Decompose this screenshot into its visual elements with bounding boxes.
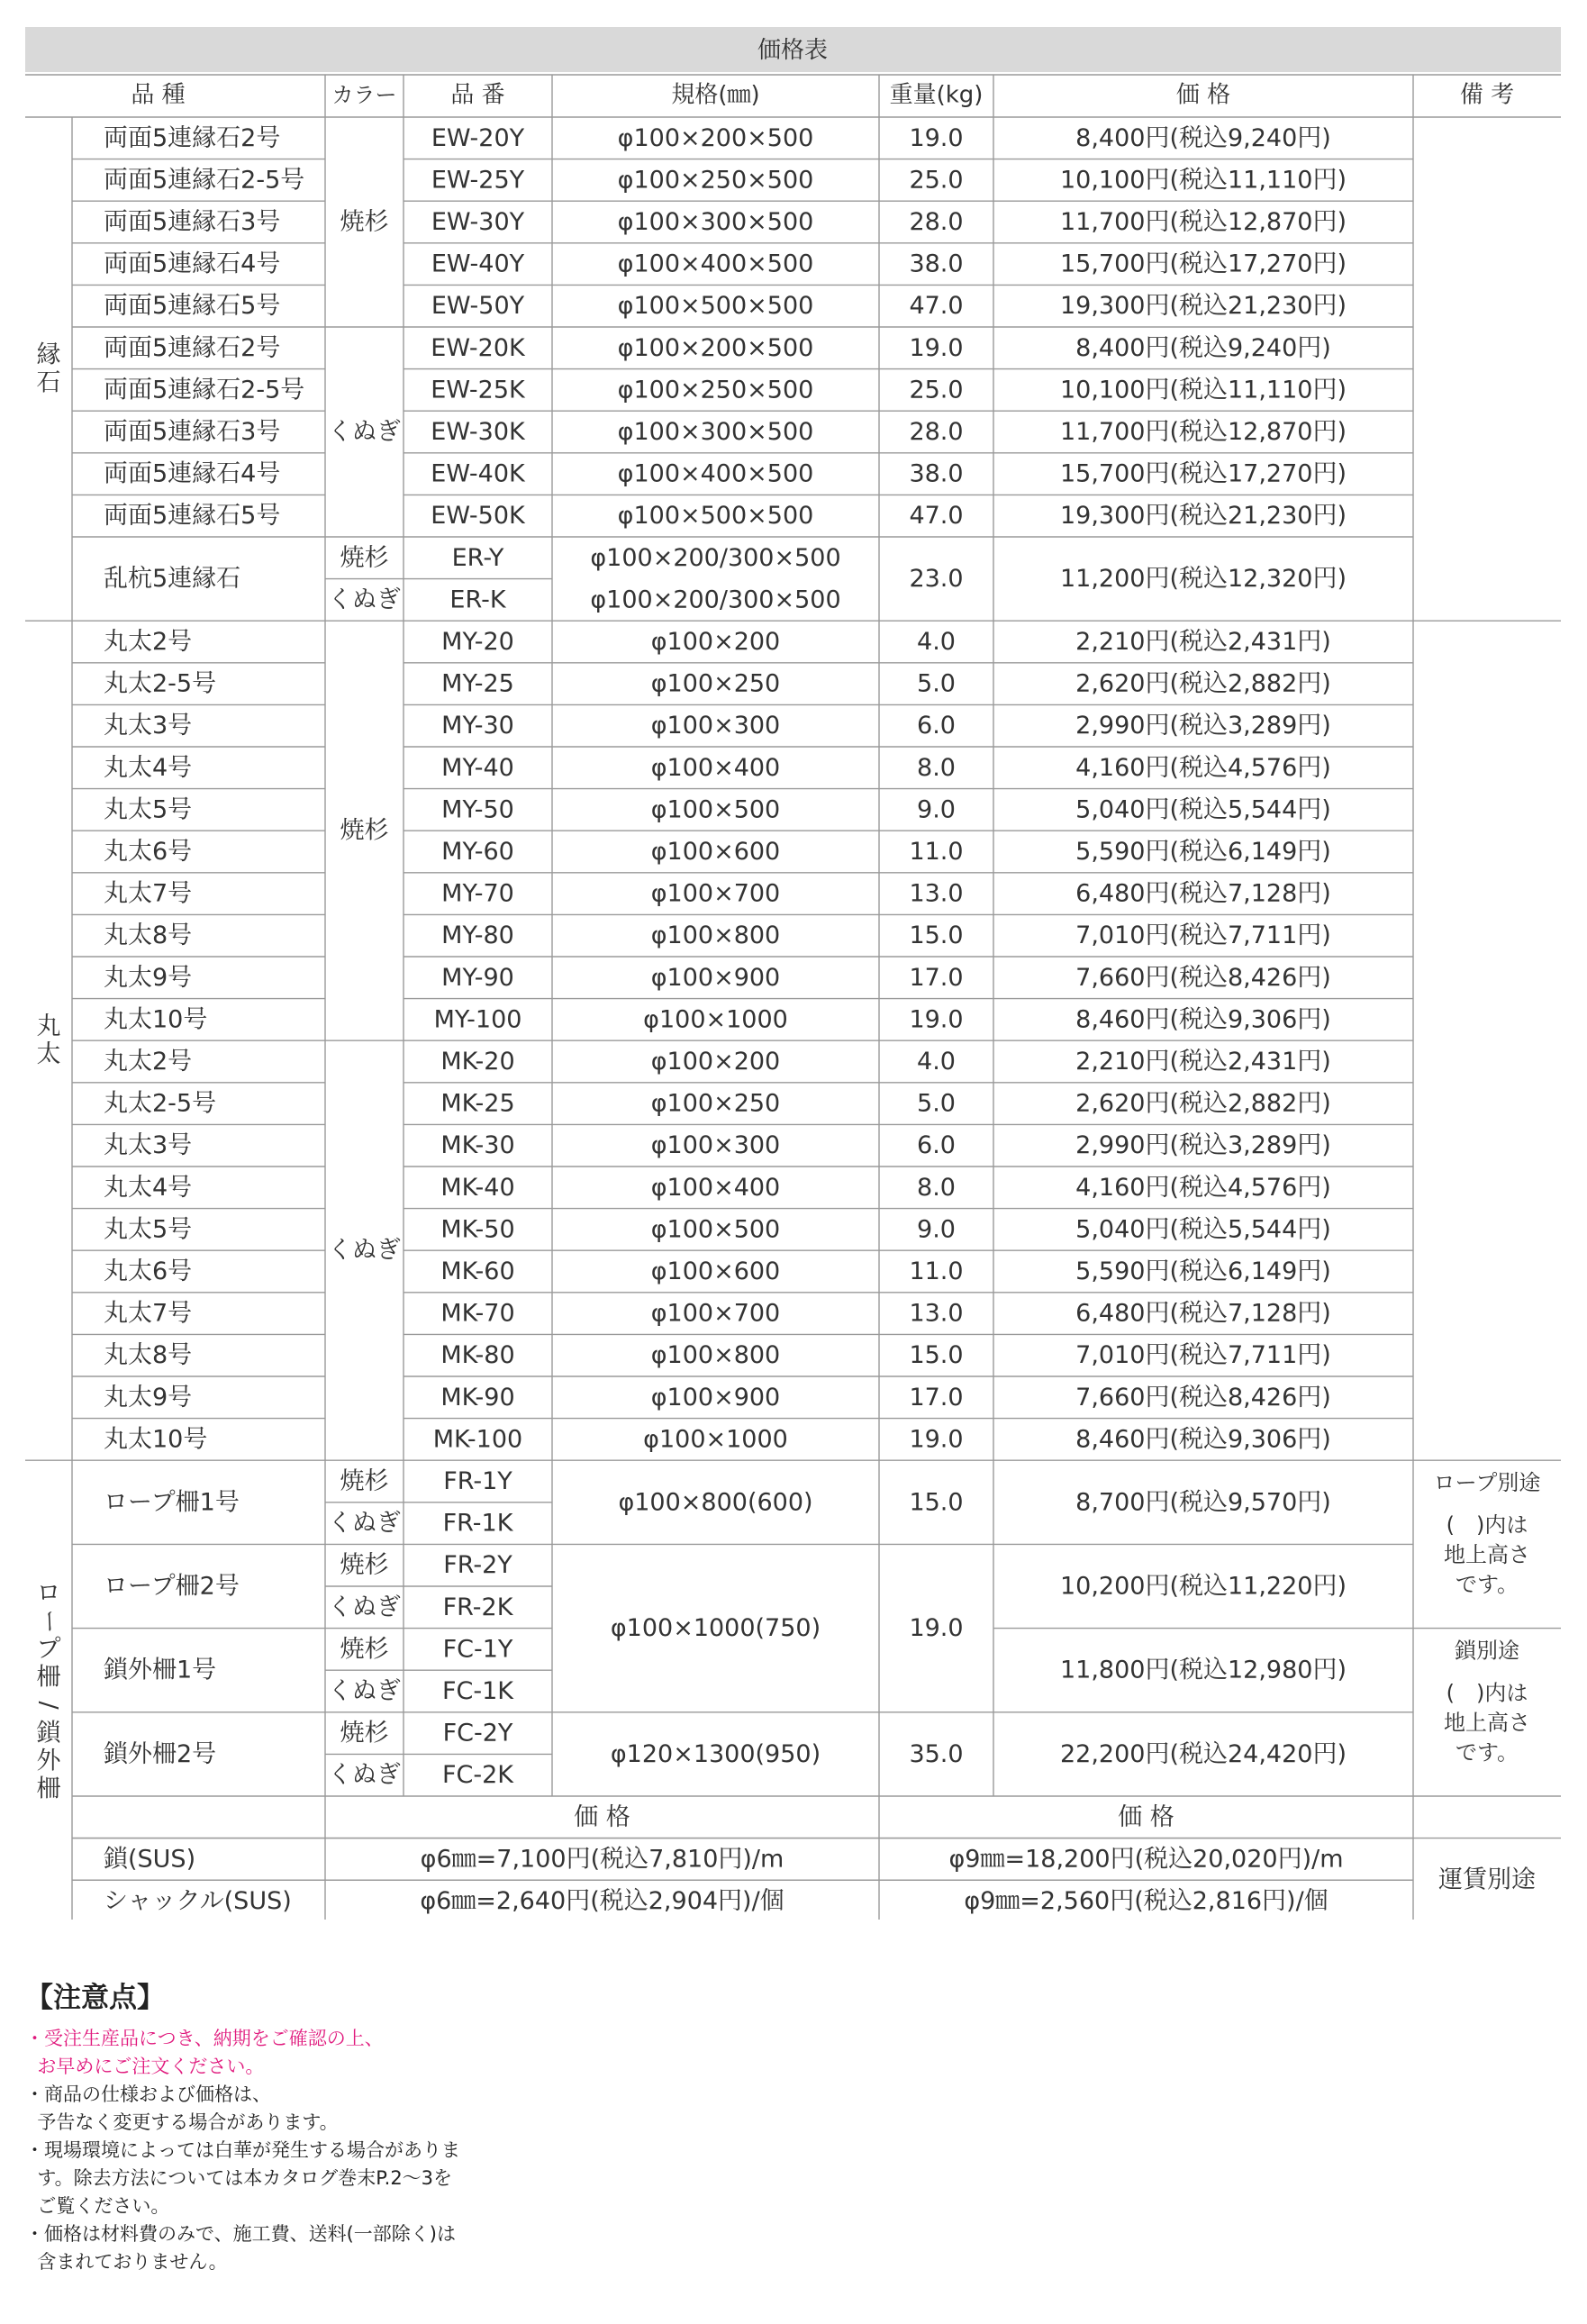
item-name: 丸太2号 xyxy=(104,628,193,656)
item-price: φ6㎜=7,100円(税込7,810円)/m xyxy=(420,1845,784,1874)
color-label: 焼杉 xyxy=(340,816,389,845)
item-weight: 15.0 xyxy=(909,1488,964,1517)
group-label: ロ xyxy=(36,1579,61,1608)
item-name: 丸太7号 xyxy=(104,879,193,908)
note-item xyxy=(25,2220,710,2276)
item-spec: φ100×300×500 xyxy=(617,418,814,446)
item-name: 丸太9号 xyxy=(104,1383,193,1412)
item-spec: φ100×1000 xyxy=(643,1005,788,1034)
item-code: FC-1K xyxy=(441,1677,514,1705)
item-weight: 19.0 xyxy=(909,123,964,152)
item-price: 2,990円(税込3,289円) xyxy=(1075,712,1331,740)
item-code: FR-2Y xyxy=(443,1551,512,1580)
table-title: 価格表 xyxy=(757,37,829,64)
item-price: 7,010円(税込7,711円) xyxy=(1075,1341,1331,1370)
header-remarks: 備 考 xyxy=(1459,81,1515,109)
item-price: 8,460円(税込9,306円) xyxy=(1075,1425,1331,1454)
item-spec: φ120×1300(950) xyxy=(610,1739,821,1768)
item-name: 丸太10号 xyxy=(104,1005,208,1034)
color-label: 焼杉 xyxy=(340,1635,389,1664)
item-price: 15,700円(税込17,270円) xyxy=(1059,459,1347,488)
item-price: 5,040円(税込5,544円) xyxy=(1075,1215,1331,1244)
item-spec: φ100×200 xyxy=(650,1048,781,1076)
item-price: 11,700円(税込12,870円) xyxy=(1059,208,1347,236)
item-spec: φ100×400 xyxy=(650,1173,781,1202)
item-weight: 8.0 xyxy=(917,1173,956,1202)
item-weight: 9.0 xyxy=(917,1215,956,1244)
note-line: ・価格は材料費のみで、施工費、送料(一部除く)は xyxy=(25,2223,456,2245)
group-label: ー xyxy=(34,1609,63,1634)
item-weight: 6.0 xyxy=(917,712,956,740)
item-name: 両面5連縁石2号 xyxy=(104,123,281,152)
item-price: 2,620円(税込2,882円) xyxy=(1075,669,1331,698)
item-weight: 5.0 xyxy=(917,669,956,698)
group-label: 鎖 xyxy=(36,1719,61,1748)
item-price: 6,480円(税込7,128円) xyxy=(1075,1299,1331,1328)
item-name: 丸太3号 xyxy=(104,1131,193,1160)
note-line: 予告なく変更する場合があります。 xyxy=(25,2111,339,2133)
item-price: 22,200円(税込24,420円) xyxy=(1059,1739,1347,1768)
item-code: MY-20 xyxy=(441,628,514,656)
item-code: MY-60 xyxy=(441,838,514,866)
item-price: φ6㎜=2,640円(税込2,904円)/個 xyxy=(420,1887,784,1915)
item-spec: φ100×600 xyxy=(650,838,781,866)
item-code: MY-100 xyxy=(433,1005,522,1034)
item-spec: φ100×300 xyxy=(650,712,781,740)
item-price: 7,010円(税込7,711円) xyxy=(1075,921,1331,950)
item-name: 両面5連縁石5号 xyxy=(104,502,281,531)
item-name: 両面5連縁石4号 xyxy=(104,459,281,488)
item-name: 両面5連縁石2号 xyxy=(104,333,281,362)
item-name: 丸太10号 xyxy=(104,1425,208,1454)
item-code: FC-2K xyxy=(441,1761,514,1790)
item-code: MK-90 xyxy=(440,1383,515,1412)
item-spec: φ100×800 xyxy=(650,1341,781,1370)
group-label: 石 xyxy=(36,368,61,397)
item-price: 19,300円(税込21,230円) xyxy=(1059,292,1347,321)
note-item xyxy=(25,2025,710,2081)
item-price: 19,300円(税込21,230円) xyxy=(1059,502,1347,531)
item-weight: 13.0 xyxy=(909,879,964,908)
item-code: MK-70 xyxy=(440,1299,515,1328)
remark-text: ロープ別途 xyxy=(1433,1470,1541,1496)
item-spec: φ100×500 xyxy=(650,795,781,824)
item-code: MK-80 xyxy=(440,1341,515,1370)
item-name: 両面5連縁石3号 xyxy=(104,208,281,236)
item-price: 2,210円(税込2,431円) xyxy=(1075,628,1331,656)
notes-title: 【注意点】 xyxy=(25,1982,165,2014)
item-price: 5,040円(税込5,544円) xyxy=(1075,795,1331,824)
item-weight: 25.0 xyxy=(909,166,964,195)
item-weight: 19.0 xyxy=(909,1005,964,1034)
item-name: 丸太9号 xyxy=(104,963,193,992)
item-weight: 28.0 xyxy=(909,418,964,446)
item-code: FC-2Y xyxy=(442,1719,513,1748)
note-line: ご覧ください。 xyxy=(25,2195,170,2217)
item-code: MY-25 xyxy=(441,669,514,698)
item-spec: φ100×200/300×500 xyxy=(590,543,841,572)
color-label: くぬぎ xyxy=(328,1236,401,1265)
item-price: φ9㎜=2,560円(税込2,816円)/個 xyxy=(964,1887,1329,1915)
item-name: 乱杭5連縁石 xyxy=(104,565,241,594)
color-label: 焼杉 xyxy=(340,1467,389,1495)
item-price: 7,660円(税込8,426円) xyxy=(1075,1383,1331,1412)
item-spec: φ100×700 xyxy=(650,1299,781,1328)
item-code: MY-50 xyxy=(441,795,514,824)
item-code: MY-80 xyxy=(441,921,514,950)
item-code: FR-2K xyxy=(442,1593,513,1621)
item-name: 両面5連縁石2-5号 xyxy=(104,376,305,404)
item-name: 丸太7号 xyxy=(104,1299,193,1328)
item-weight: 4.0 xyxy=(917,1048,956,1076)
item-code: MK-100 xyxy=(432,1425,523,1454)
item-price: 7,660円(税込8,426円) xyxy=(1075,963,1331,992)
item-code: FR-1K xyxy=(442,1509,513,1538)
item-weight: 28.0 xyxy=(909,208,964,236)
item-weight: 38.0 xyxy=(909,250,964,278)
item-name: ロープ柵2号 xyxy=(104,1572,240,1601)
header-weight: 重量(kg) xyxy=(889,81,984,109)
item-code: ER-K xyxy=(449,586,506,614)
item-code: MK-40 xyxy=(440,1173,515,1202)
item-weight: 11.0 xyxy=(909,1257,964,1285)
color-label: くぬぎ xyxy=(328,1761,401,1790)
item-price: 2,210円(税込2,431円) xyxy=(1075,1048,1331,1076)
item-spec: φ100×1000 xyxy=(643,1425,788,1454)
item-price: 2,990円(税込3,289円) xyxy=(1075,1131,1331,1160)
group-label: プ xyxy=(36,1635,61,1664)
item-code: EW-20Y xyxy=(431,123,525,152)
note-item xyxy=(25,2137,710,2220)
item-name: 丸太2-5号 xyxy=(104,1089,217,1118)
item-spec: φ100×800(600) xyxy=(618,1488,813,1517)
item-price: 6,480円(税込7,128円) xyxy=(1075,879,1331,908)
item-name: 丸太2-5号 xyxy=(104,669,217,698)
item-code: EW-50K xyxy=(431,502,525,531)
item-name: 両面5連縁石2-5号 xyxy=(104,166,305,195)
item-code: EW-50Y xyxy=(431,292,525,321)
item-weight: 17.0 xyxy=(909,963,964,992)
item-weight: 19.0 xyxy=(909,333,964,362)
color-label: 焼杉 xyxy=(340,543,389,572)
note-line: ・商品の仕様および価格は、 xyxy=(25,2083,271,2105)
color-label: くぬぎ xyxy=(328,586,401,614)
item-weight: 5.0 xyxy=(917,1089,956,1118)
color-label: くぬぎ xyxy=(328,1677,401,1705)
item-code: EW-20K xyxy=(431,333,525,362)
accessory-price-header: 価 格 xyxy=(1118,1802,1174,1831)
remark-text: ( )内は xyxy=(1446,1680,1528,1706)
color-label: くぬぎ xyxy=(328,1509,401,1538)
item-name: ロープ柵1号 xyxy=(104,1488,240,1517)
item-weight: 15.0 xyxy=(909,921,964,950)
item-code: FC-1Y xyxy=(442,1635,513,1664)
item-spec: φ100×250×500 xyxy=(617,166,814,195)
item-price: 4,160円(税込4,576円) xyxy=(1075,1173,1331,1202)
item-price: φ9㎜=18,200円(税込20,020円)/m xyxy=(948,1845,1344,1874)
item-weight: 8.0 xyxy=(917,753,956,782)
item-spec: φ100×400 xyxy=(650,753,781,782)
item-code: MK-25 xyxy=(440,1089,515,1118)
item-weight: 25.0 xyxy=(909,376,964,404)
item-code: EW-25K xyxy=(431,376,525,404)
item-price: 11,700円(税込12,870円) xyxy=(1059,418,1347,446)
accessory-price-header: 価 格 xyxy=(574,1802,630,1831)
remark-text: ( )内は xyxy=(1446,1512,1528,1539)
item-price: 8,400円(税込9,240円) xyxy=(1075,123,1331,152)
remark-text: 運賃別途 xyxy=(1438,1866,1536,1894)
item-spec: φ100×700 xyxy=(650,879,781,908)
color-label: くぬぎ xyxy=(328,1593,401,1621)
item-spec: φ100×500×500 xyxy=(617,502,814,531)
item-weight: 9.0 xyxy=(917,795,956,824)
item-spec: φ100×400×500 xyxy=(617,459,814,488)
header-color: カラー xyxy=(331,82,397,108)
header-price: 価 格 xyxy=(1175,81,1231,109)
item-name: 丸太6号 xyxy=(104,1257,193,1285)
item-weight: 4.0 xyxy=(917,628,956,656)
notes-list xyxy=(25,2025,710,2276)
item-price: 15,700円(税込17,270円) xyxy=(1059,250,1347,278)
item-weight: 38.0 xyxy=(909,459,964,488)
item-weight: 15.0 xyxy=(909,1341,964,1370)
header-spec: 規格(㎜) xyxy=(671,81,760,109)
item-name: 丸太2号 xyxy=(104,1048,193,1076)
item-spec: φ100×200×500 xyxy=(617,333,814,362)
item-code: EW-40Y xyxy=(431,250,525,278)
header-hinshu: 品 種 xyxy=(131,81,186,109)
remark-text: 地上高さ xyxy=(1444,1542,1530,1568)
item-code: EW-40K xyxy=(431,459,525,488)
item-price: 5,590円(税込6,149円) xyxy=(1075,838,1331,866)
item-weight: 47.0 xyxy=(909,292,964,321)
item-name: 鎖外柵1号 xyxy=(104,1656,217,1684)
item-name: 丸太6号 xyxy=(104,838,193,866)
color-label: 焼杉 xyxy=(340,1719,389,1748)
item-price: 8,700円(税込9,570円) xyxy=(1075,1488,1331,1517)
item-code: EW-30Y xyxy=(431,208,525,236)
item-code: MK-30 xyxy=(440,1131,515,1160)
item-spec: φ100×250 xyxy=(650,669,781,698)
item-spec: φ100×900 xyxy=(650,963,781,992)
item-spec: φ100×500×500 xyxy=(617,292,814,321)
notes-section xyxy=(25,1978,710,2276)
item-name: 丸太4号 xyxy=(104,753,193,782)
price-table xyxy=(25,27,1561,1920)
item-weight: 35.0 xyxy=(909,1739,964,1768)
item-spec: φ100×900 xyxy=(650,1383,781,1412)
item-code: EW-25Y xyxy=(431,166,525,195)
item-name: 丸太3号 xyxy=(104,712,193,740)
group-label: 柵 xyxy=(36,1775,61,1803)
item-name: 鎖外柵2号 xyxy=(104,1739,217,1768)
group-label: 外 xyxy=(36,1747,61,1775)
item-name: 丸太5号 xyxy=(104,795,193,824)
item-name: 鎖(SUS) xyxy=(104,1845,196,1874)
group-label: 縁 xyxy=(36,340,61,369)
note-line: 含まれておりません。 xyxy=(25,2251,228,2273)
item-spec: φ100×800 xyxy=(650,921,781,950)
color-label: 焼杉 xyxy=(340,1551,389,1580)
remark-text: 鎖別途 xyxy=(1455,1638,1519,1664)
item-price: 8,400円(税込9,240円) xyxy=(1075,333,1331,362)
group-label: / xyxy=(34,1701,63,1710)
item-weight: 47.0 xyxy=(909,502,964,531)
item-weight: 19.0 xyxy=(909,1614,964,1643)
color-label: くぬぎ xyxy=(328,418,401,446)
item-name: 両面5連縁石5号 xyxy=(104,292,281,321)
remark-text: です。 xyxy=(1455,1739,1519,1766)
item-code: MY-70 xyxy=(441,879,514,908)
color-label: 焼杉 xyxy=(340,208,389,236)
item-code: MK-50 xyxy=(440,1215,515,1244)
group-label: 丸 xyxy=(36,1012,61,1041)
item-price: 4,160円(税込4,576円) xyxy=(1075,753,1331,782)
item-name: 丸太8号 xyxy=(104,1341,193,1370)
item-name: 丸太8号 xyxy=(104,921,193,950)
remark-text: 地上高さ xyxy=(1444,1710,1530,1736)
item-name: 丸太5号 xyxy=(104,1215,193,1244)
item-price: 8,460円(税込9,306円) xyxy=(1075,1005,1331,1034)
note-line: ・現場環境によっては白華が発生する場合がありま xyxy=(25,2139,460,2161)
item-spec: φ100×200×500 xyxy=(617,123,814,152)
item-spec: φ100×1000(750) xyxy=(610,1614,821,1643)
item-spec: φ100×300 xyxy=(650,1131,781,1160)
item-code: MK-60 xyxy=(440,1257,515,1285)
item-price: 10,100円(税込11,110円) xyxy=(1059,166,1347,195)
note-line: ・受注生産品につき、納期をご確認の上、 xyxy=(25,2028,384,2049)
item-spec: φ100×200/300×500 xyxy=(590,586,841,614)
note-line: お早めにご注文ください。 xyxy=(25,2056,265,2077)
item-weight: 17.0 xyxy=(909,1383,964,1412)
item-spec: φ100×300×500 xyxy=(617,208,814,236)
item-name: 両面5連縁石3号 xyxy=(104,418,281,446)
item-price: 11,800円(税込12,980円) xyxy=(1059,1656,1347,1684)
note-item xyxy=(25,2081,710,2137)
item-weight: 6.0 xyxy=(917,1131,956,1160)
item-weight: 19.0 xyxy=(909,1425,964,1454)
item-code: ER-Y xyxy=(451,543,504,572)
header-code: 品 番 xyxy=(450,81,505,109)
item-price: 5,590円(税込6,149円) xyxy=(1075,1257,1331,1285)
item-name: 丸太4号 xyxy=(104,1173,193,1202)
item-price: 2,620円(税込2,882円) xyxy=(1075,1089,1331,1118)
item-name: 両面5連縁石4号 xyxy=(104,250,281,278)
item-price: 11,200円(税込12,320円) xyxy=(1059,565,1347,594)
item-weight: 11.0 xyxy=(909,838,964,866)
group-label: 太 xyxy=(36,1040,61,1069)
group-label: 柵 xyxy=(36,1663,61,1692)
item-spec: φ100×250 xyxy=(650,1089,781,1118)
item-code: MY-40 xyxy=(441,753,514,782)
price-table-grid xyxy=(25,27,1561,1920)
item-price: 10,200円(税込11,220円) xyxy=(1059,1572,1347,1601)
item-price: 10,100円(税込11,110円) xyxy=(1059,376,1347,404)
remark-text: です。 xyxy=(1455,1572,1519,1598)
item-weight: 13.0 xyxy=(909,1299,964,1328)
item-name: シャックル(SUS) xyxy=(104,1887,292,1915)
item-spec: φ100×500 xyxy=(650,1215,781,1244)
item-code: MY-90 xyxy=(441,963,514,992)
item-code: MY-30 xyxy=(441,712,514,740)
item-code: EW-30K xyxy=(431,418,525,446)
item-spec: φ100×250×500 xyxy=(617,376,814,404)
item-spec: φ100×400×500 xyxy=(617,250,814,278)
item-spec: φ100×200 xyxy=(650,628,781,656)
item-weight: 23.0 xyxy=(909,565,964,594)
item-spec: φ100×600 xyxy=(650,1257,781,1285)
note-line: す。除去方法については本カタログ巻末P.2〜3を xyxy=(25,2167,453,2189)
item-code: FR-1Y xyxy=(443,1467,512,1495)
item-code: MK-20 xyxy=(440,1048,515,1076)
